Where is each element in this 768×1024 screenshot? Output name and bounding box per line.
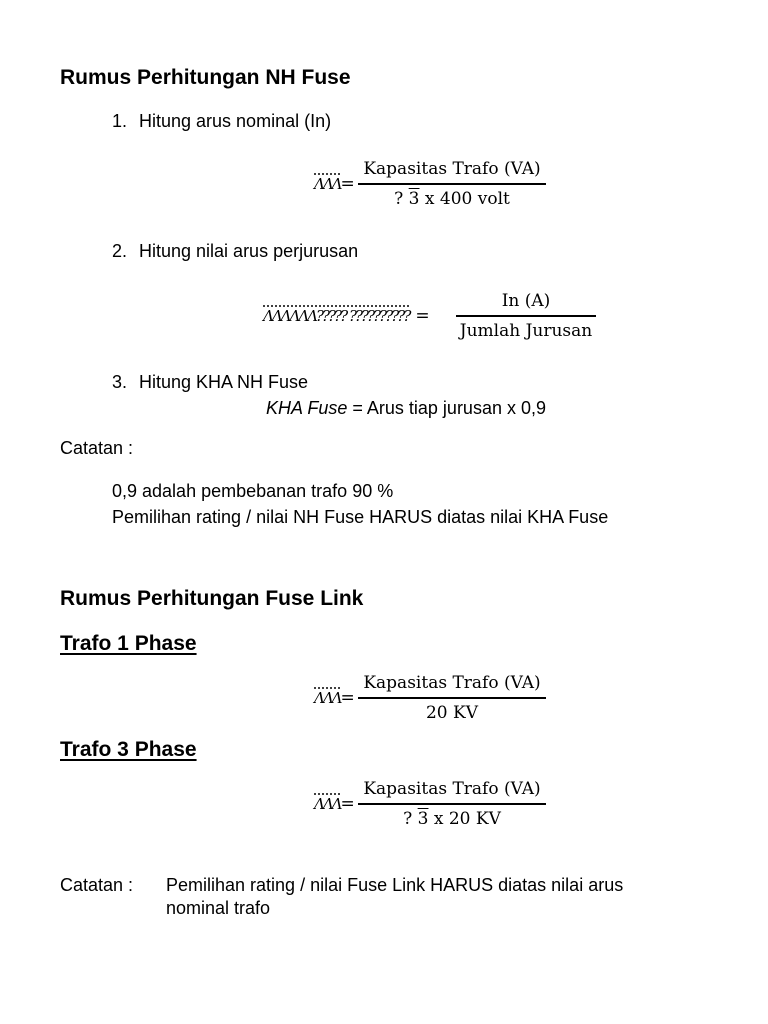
note1-line1: 0,9 adalah pembebanan trafo 90 %	[112, 481, 394, 501]
formula2-lhs-symbol: ɅɅɅɅɅɅ????? ??????????	[263, 307, 410, 325]
formula1-lhs-symbol: ɅɅɅ	[314, 175, 341, 193]
section2-title: Rumus Perhitungan Fuse Link	[60, 587, 364, 610]
note2-label: Catatan :	[60, 875, 134, 895]
trafo3-denominator	[403, 805, 501, 829]
trafo1-lhs	[314, 688, 355, 708]
trafo3-lhs	[314, 794, 355, 814]
trafo3-equals: =	[340, 794, 355, 814]
section1-title: Rumus Perhitungan NH Fuse	[60, 66, 351, 89]
trafo1-numerator: Kapasitas Trafo (VA)	[363, 673, 541, 693]
step2-text: Hitung nilai arus perjurusan	[139, 241, 359, 261]
formula1-numerator: Kapasitas Trafo (VA)	[363, 159, 541, 179]
formula1-denominator	[394, 185, 510, 209]
trafo1-denominator: 20 KV	[425, 702, 478, 723]
step3-text: Hitung KHA NH Fuse	[139, 372, 309, 392]
trafo1-fraction	[358, 673, 546, 723]
note2-line1: Pemilihan rating / nilai Fuse Link HARUS diatas nilai arus	[166, 875, 624, 895]
trafo3-den-root: 3	[417, 808, 429, 829]
trafo3-lhs-symbol: ɅɅɅ	[314, 795, 341, 813]
formula1-equals: =	[340, 174, 355, 194]
trafo3-den-prefix: ?	[403, 808, 418, 829]
step1-number: 1.	[112, 111, 128, 131]
step3-number: 3.	[112, 372, 128, 392]
formula2-lhs	[263, 306, 430, 326]
kha-formula-rhs: = Arus tiap jurusan x 0,9	[347, 398, 546, 418]
trafo3-fraction	[358, 779, 546, 829]
note1-line2: Pemilihan rating / nilai NH Fuse HARUS diatas nilai KHA Fuse	[112, 507, 609, 527]
trafo1-lhs-symbol: ɅɅɅ	[314, 689, 341, 707]
formula1-den-prefix: ?	[394, 188, 409, 209]
formula1-den-suffix: x 400 volt	[419, 188, 510, 209]
trafo3-den-suffix: x 20 KV	[428, 808, 501, 829]
note2-line2: nominal trafo	[166, 898, 271, 918]
trafo1-equals: =	[340, 688, 355, 708]
formula2-numerator: In (A)	[501, 291, 551, 311]
kha-formula-lhs: KHA Fuse	[266, 398, 348, 418]
trafo3-heading: Trafo 3 Phase	[60, 738, 197, 761]
formula2-fraction	[456, 291, 596, 341]
step2-number: 2.	[112, 241, 128, 261]
note1-label: Catatan :	[60, 438, 134, 458]
trafo1-heading: Trafo 1 Phase	[60, 632, 197, 655]
formula2-equals: =	[415, 306, 430, 326]
formula1-lhs	[314, 174, 355, 194]
kha-formula	[266, 398, 546, 419]
step1-text: Hitung arus nominal (In)	[139, 111, 332, 131]
trafo3-numerator: Kapasitas Trafo (VA)	[363, 779, 541, 799]
formula1-fraction	[358, 159, 546, 209]
formula1-den-root: 3	[408, 188, 420, 209]
formula2-denominator: Jumlah Jurusan	[459, 320, 593, 341]
